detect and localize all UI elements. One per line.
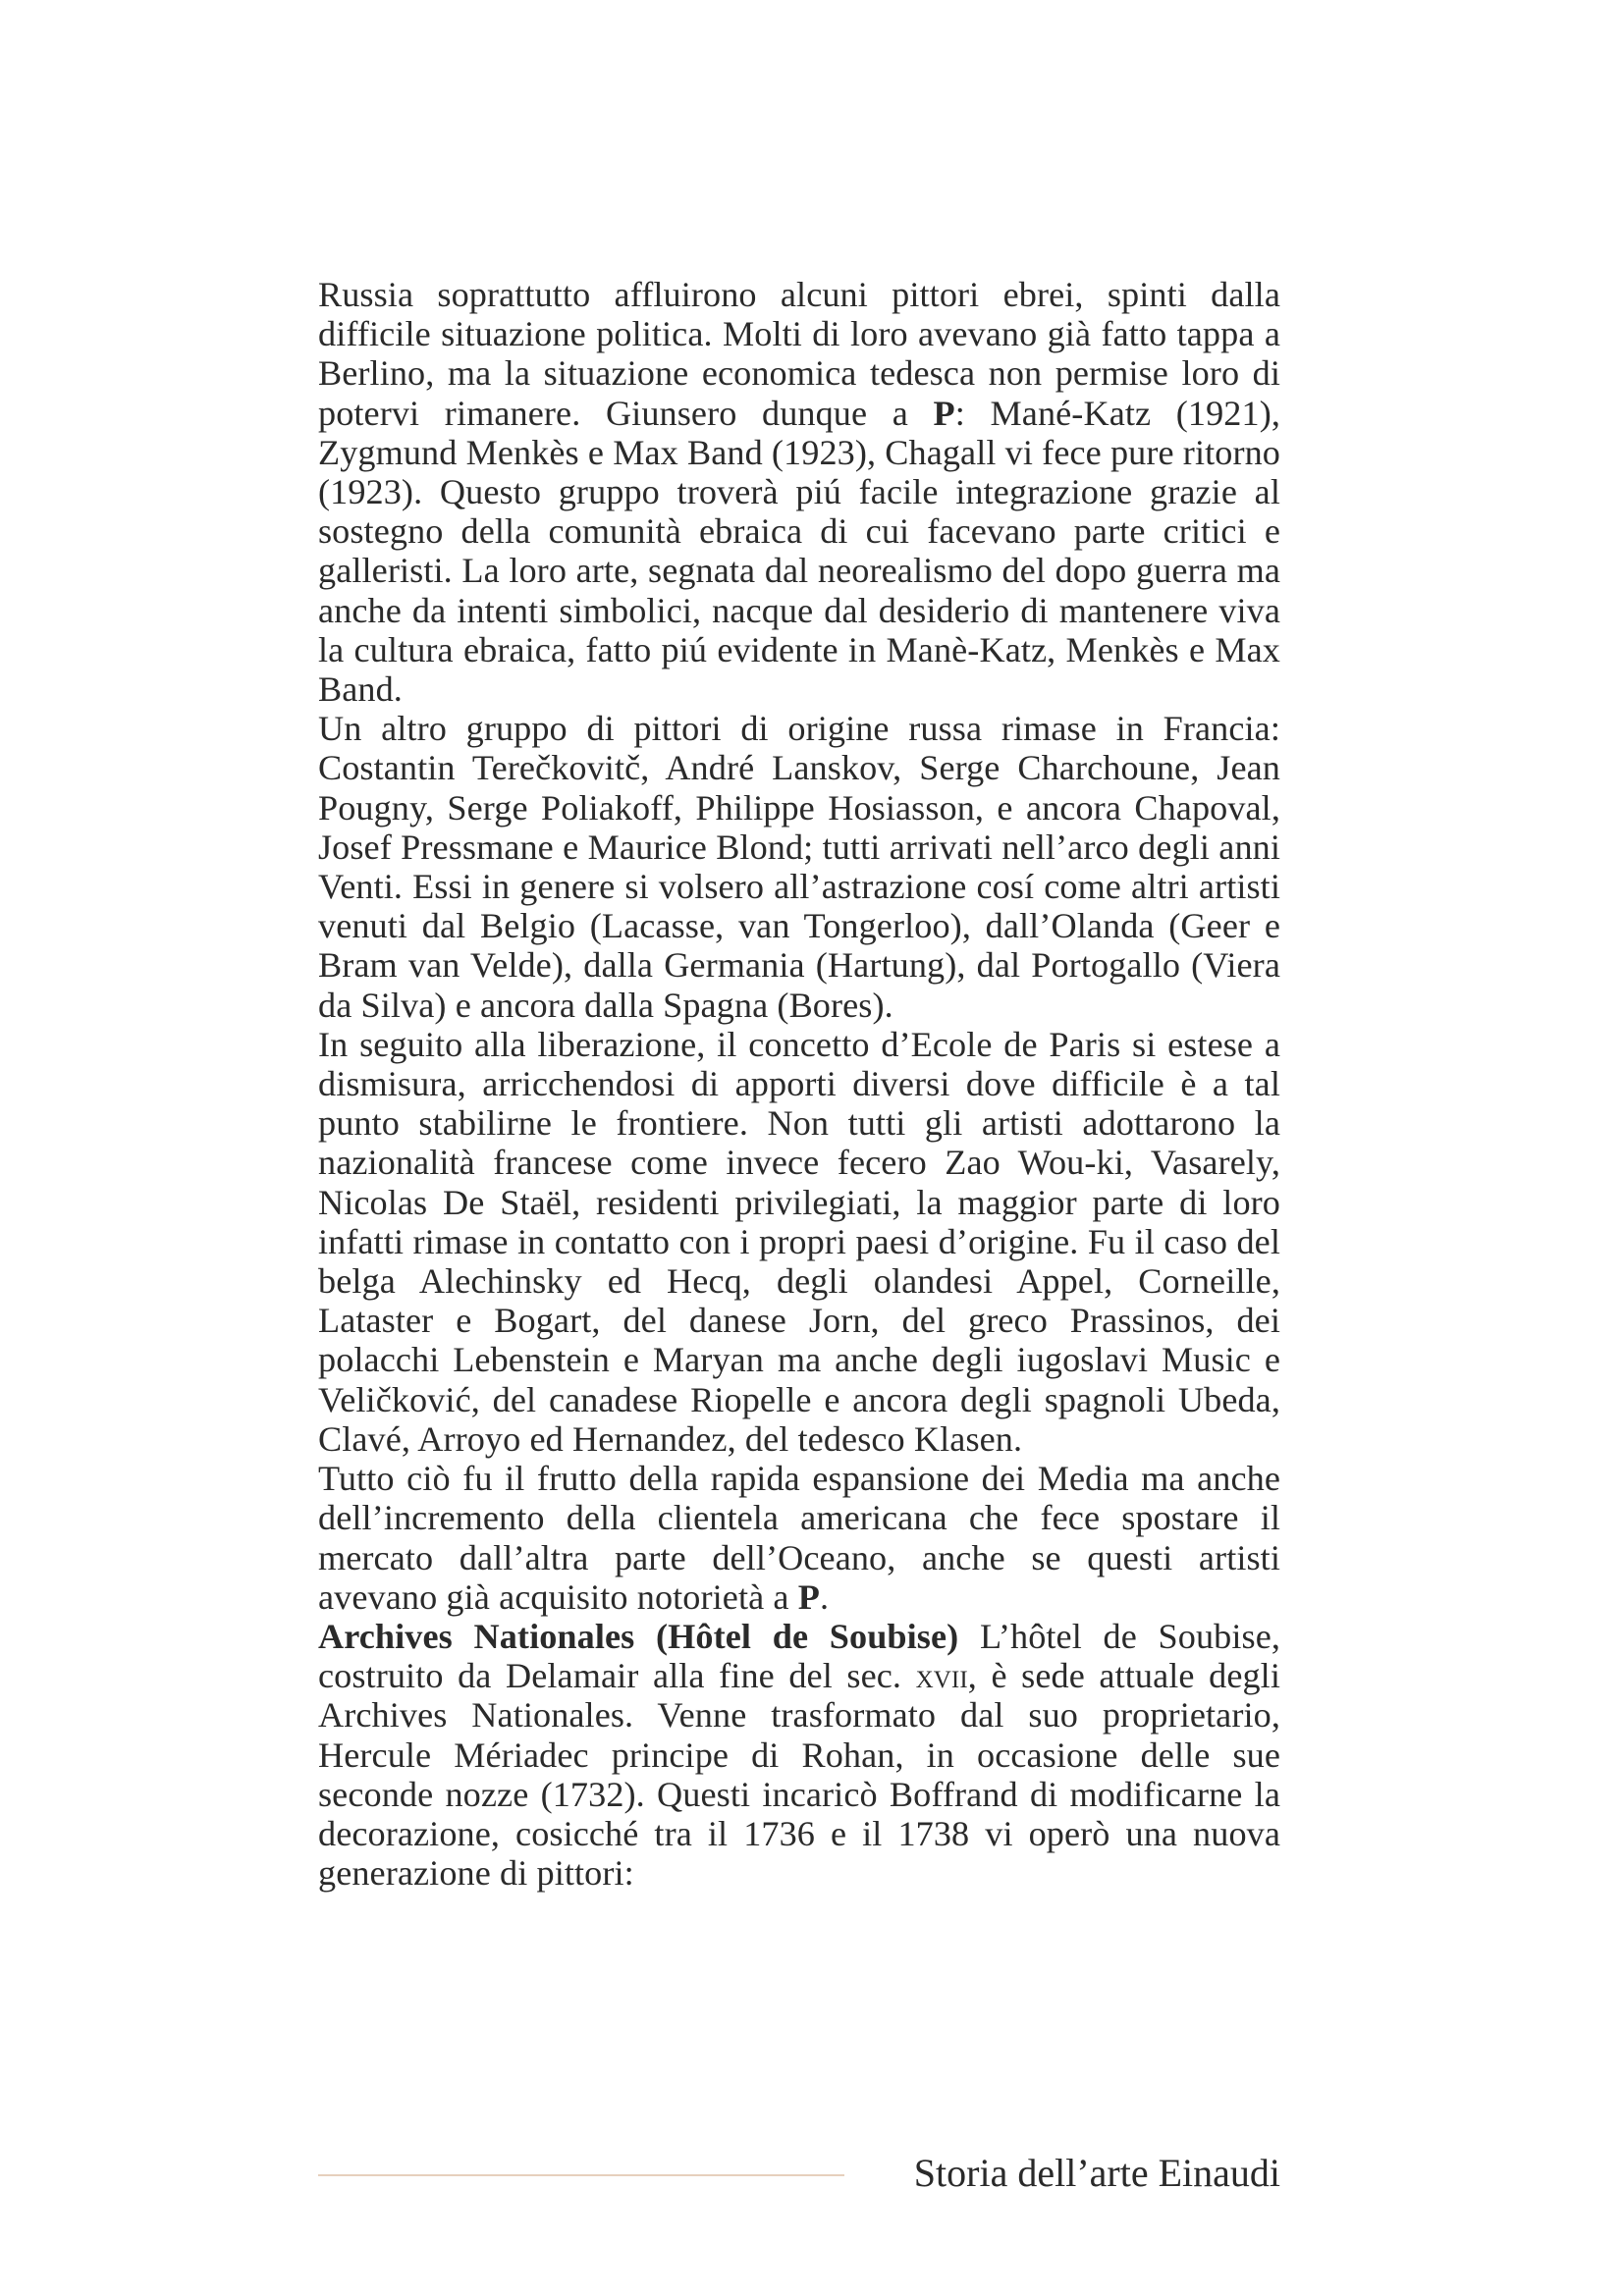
paragraph-4	[318, 1459, 1280, 1617]
paragraph-5-text-b: , è sede attuale degli Archives Nationales. Venne trasformato dal suo proprietario, Hercule Mériadec principe di Rohan, in occasione delle sue seconde nozze (1732). Questi incaricò Boffrand di modificarne la decorazione, cosicché tra il 1736 e il 1738 vi operò una nuova generazione di pittori:	[318, 1656, 1280, 1894]
paragraph-5	[318, 1617, 1280, 1893]
paris-abbreviation: P	[933, 393, 955, 433]
entry-heading: Archives Nationales (Hôtel de Soubise)	[318, 1616, 959, 1656]
paragraph-1-text-a: Russia soprattutto affluirono alcuni pittori ebrei, spinti dalla difficile situazione politica. Molti di loro avevano già fatto tappa a Berlino, ma la situazione economica tedesca non permise loro di potervi rimanere. Giunsero dunque a	[318, 275, 1280, 433]
paragraph-1-text-c: : Mané-Katz (1921), Zygmund Menkès e Max Band (1923), Chagall vi fece pure ritorno (1923). Questo gruppo troverà piú facile integrazione grazie al sostegno della comunità ebraica di cui facevano parte critici e galleristi. La loro arte, segnata dal neorealismo del dopo guerra ma anche da intenti simbolici, nacque dal desiderio di mantenere viva la cultura ebraica, fatto piú evidente in Manè-Katz, Menkès e Max Band.	[318, 393, 1280, 710]
paragraph-4-text-a: Tutto ciò fu il frutto della rapida espansione dei Media ma anche dell’incremento della clientela americana che fece spostare il mercato dall’altra parte dell’Oceano, anche se questi artisti avevano già acquisito notorietà a	[318, 1459, 1280, 1617]
paragraph-3: In seguito alla liberazione, il concetto d’Ecole de Paris si estese a dismisura, arricchendosi di apporti diversi dove difficile è a tal punto stabilirne le frontiere. Non tutti gli artisti adottarono la nazionalità francese come invece fecero Zao Wou-ki, Vasarely, Nicolas De Staël, residenti privilegiati, la maggior parte di loro infatti rimase in contatto con i propri paesi d’origine. Fu il caso del belga Alechinsky ed Hecq, degli olandesi Appel, Corneille, Lataster e Bogart, del danese Jorn, del greco Prassinos, dei polacchi Lebenstein e Maryan ma anche degli iugoslavi Music e Veličković, del canadese Riopelle e ancora degli spagnoli Ubeda, Clavé, Arroyo ed Hernandez, del tedesco Klasen.	[318, 1024, 1280, 1459]
footer-rule	[318, 2174, 844, 2176]
page-body	[318, 275, 1280, 1893]
paris-abbreviation: P	[797, 1576, 820, 1617]
paragraph-1	[318, 275, 1280, 709]
paragraph-2: Un altro gruppo di pittori di origine russa rimase in Francia: Costantin Terečkovitč, André Lanskov, Serge Charchoune, Jean Pougny, Serge Poliakoff, Philippe Hosiasson, e ancora Chapoval, Josef Pressmane e Maurice Blond; tutti arrivati nell’arco degli anni Venti. Essi in genere si volsero all’astrazione cosí come altri artisti venuti dal Belgio (Lacasse, van Tongerloo), dall’Olanda (Geer e Bram van Velde), dalla Germania (Hartung), dal Portogallo (Viera da Silva) e ancora dalla Spagna (Bores).	[318, 709, 1280, 1025]
paragraph-4-text-c: .	[819, 1576, 830, 1617]
century-numeral: xvii	[915, 1656, 968, 1696]
paragraph-5-text-a: L’hôtel de Soubise, costruito da Delamair alla fine del sec.	[318, 1616, 1281, 1696]
footer-title: Storia dell’arte Einaudi	[913, 2151, 1280, 2195]
